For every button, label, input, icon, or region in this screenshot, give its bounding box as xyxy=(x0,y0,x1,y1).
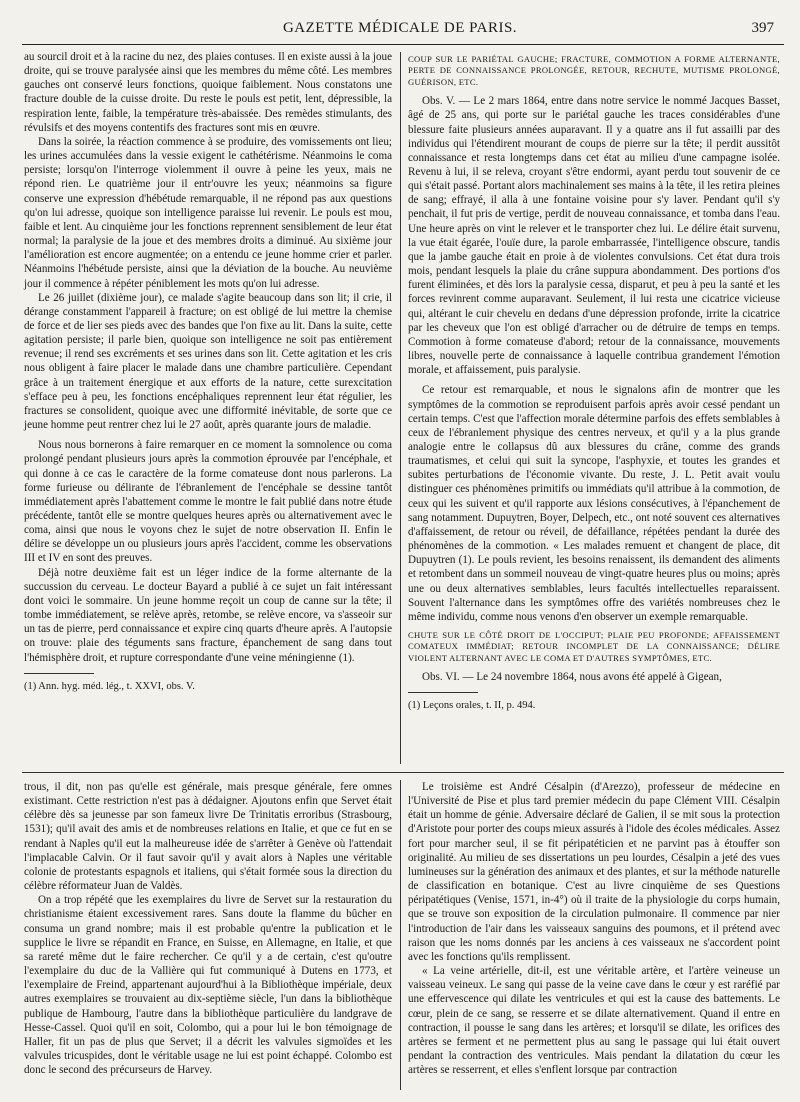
observation-heading: COUP SUR LE PARIÉTAL GAUCHE; FRACTURE, COMMOTION A FORME ALTERNANTE, PERTE DE CONNAISSANCE PROLONGÉE, RETOUR, RECHUTE, MUTISME PROLONGÉ, GUÉRISON, ETC. xyxy=(408,54,780,87)
observation-v: Obs. V. — Le 2 mars 1864, entre dans notre service le nommé Jacques Basset, âgé de 25 ans, qui porte sur le pariétal gauche les traces considérables d'une blessure faite plusieurs années auparavant. Il y a quatre ans il fut assailli par des individus qui l'étendirent mourant de coups de pierre sur la tête; il perdit aussitôt connaissance et resta longtemps dans cet état au milieu d'une campagne isolée. Revenu à lui, il se releva, croyant s'être endormi, ayant perdu tout souvenir de ce qui s'était passé. Portant alors machinalement ses mains à la tête, il les retira pleines de sang; effrayé, il alla à une fontaine voisine pour s'y laver. Pendant qu'il s'y penchait, il fut pris de vertige, perdit de nouveau connaissance, et tomba dans l'eau. Une heure après on vint le relever et le transporter chez lui. Le délire était survenu, la vue était égarée, l'ouïe dure, la parole embarrassée, l'intelligence obscure, tandis que la jambe gauche était en proie à de violentes convulsions. Cet état dura trois mois, pendant lesquels la plaie du crâne suppura abondamment. Des portions d'os furent éliminées, et dès lors la paralysie cessa, disparut, et peu à peu la santé et les forces revinrent comme auparavant. Seulement, il lui resta une cicatrice vicieuse qui, altérant le cuir chevelu en dedans d'une dépression profonde, irrite la cicatrice par les cheveux que l'on est obligé d'arracher ou de détruire de temps en temps. Commotion à forme comateuse d'abord; retour de la connaissance, mouvements libres, nouvelle perte de connaissance à laquelle contribua grandement l'émotion morale, et affaissement, puis paralysie. xyxy=(408,95,780,377)
paragraph: Nous nous bornerons à faire remarquer en ce moment la somnolence ou coma prolongé pendant plusieurs jours après la commotion éprouvée par l'encéphale, et qui donne à ce cas le caractère de la forme comateuse dont nous parlerons. La forme furieuse ou délirante de l'ébranlement de l'encéphale se dessine tantôt immédiatement après l'abattement comme le montre le fait publié dans notre étude précédente, tantôt elle se montre quelques heures après ou alternativement avec le coma, ainsi que nous le voyons chez le sujet de notre observation II. Enfin le délire se développe un ou plusieurs jours après l'accident, comme les observations III et IV en sont des preuves. xyxy=(24,439,392,565)
footnote-rule xyxy=(408,692,478,693)
column-divider xyxy=(400,52,401,764)
paragraph: Le troisième est André Césalpin (d'Arezzo), professeur de médecine en l'Université de Pise et plus tard premier médecin du pape Clément VIII. Césalpin était un homme de génie. Adversaire déclaré de Galien, il se mit sous la protection d'Aristote pour porter des coups mieux assurés à l'idole des écoles médicales. Assez fort pour marcher seul, il se fit péripatéticien et ne parvint pas à étouffer son originalité. Au milieu de ses dissertations un peu lourdes, Césalpin a jeté des vues lumineuses sur la génération des animaux et des plantes, et sur la méthode naturelle de classification en botanique. C'est au livre cinquième de ses Questions péripatétiques (Venise, 1571, in-4°) où il traite de la physiologie du corps humain, que se trouve son exposition de la circulation pulmonaire. Il commence par nier l'introduction de l'air dans les vaisseaux sanguins des poumons, et il prétend avec raison que les noms donnés par les anciens à ces vaisseaux ne s'accordent point avec les fonctions qu'ils remplissent. xyxy=(408,781,780,963)
header-rule xyxy=(22,44,784,45)
paragraph: « La veine artérielle, dit-il, est une véritable artère, et l'artère veineuse un vaisseau veineux. Le sang qui passe de la veine cave dans le cœur y est raréfié par une effervescence qui dilate les ventricules et qui est la cause des battements. Le cœur, plein de ce sang, se resserre et se dilate alternativement. Quand il entre en contraction, il pousse le sang dans les artères; et lorsqu'il se dilate, les orifices des artères se ferment et ne permettent plus au sang le passage qui lui était ouvert pendant la contraction des ventricules. Mais pendant la dilatation du cœur les artères se resserrent, et elles s'enflent lorsque par contraction xyxy=(408,965,780,1077)
paragraph: au sourcil droit et à la racine du nez, des plaies contuses. Il en existe aussi à la joue droite, qui se trouve paralysée ainsi que les membres du même côté. Les membres gauches ont conservé leurs fonctions, quoique faiblement. Nous constatons une fracture double de la cuisse droite. Du reste le pouls est petit, lent, dépressible, la respiration lente, faible, la température très-abaissée. Des remèdes stimulants, des révulsifs et des moyens contentifs des fractures sont mis en œuvre. xyxy=(24,51,392,134)
paragraph: trous, il dit, non pas qu'elle est générale, mais presque générale, fere omnes existimant. Cette restriction n'est pas à dédaigner. Ajoutons enfin que Servet était célèbre dès sa jeunesse par son fameux livre De Trinitatis erroribus (Strasbourg, 1531); qu'il avait des amis et de nombreuses relations en Italie, et que ce fut en se rendant à Naples qu'il eut la malheureuse idée de s'arrêter à Genève où l'attendait l'implacable Calvin. Or il faut savoir qu'il y avait alors à Naples une véritable colonie de protestants espagnols et italiens, qui s'était formée sous la direction du célèbre réformateur Juan de Valdès. xyxy=(24,781,392,893)
paragraph: Dans la soirée, la réaction commence à se produire, des vomissements ont lieu; les urines accumulées dans la vessie exigent le cathétérisme. Néanmoins le coma persiste; lorsqu'on l'interroge violemment il ouvre à peine les yeux, mais ne répond rien. Le quatrième jour il entr'ouvre les yeux; néanmoins sa figure conserve une expression d'hébétude remarquable, il ne répond pas aux questions qu'on lui adresse, quoique son intelligence paraisse lui revenir. Le pouls est mou, faible et lent. Au cinquième jour les fonctions reprennent sensiblement de leur état normal; la paralysie de la joue et des membres droits a diminué. Au sixième jour l'amélioration est encore augmentée; on a entendu ce jeune homme crier et parler. Néanmoins l'hébétude persiste, ainsi que la déviation de la bouche. Au neuvième jour il commence à répéter péniblement les mots qu'on lui adresse. xyxy=(24,135,392,290)
paragraph: Le 26 juillet (dixième jour), ce malade s'agite beaucoup dans son lit; il crie, il dérange constamment l'appareil à fracture; on est obligé de lui mettre la chemise de force et de lier ses pieds avec des bandes que l'on fixe au lit. Dans la suite, cette agitation persiste; il parle bien, quoique son intelligence ne soit pas entièrement revenue; il rend ses excréments et ses urines dans son lit. Cette agitation et les cris nous obligent à faire placer le malade dans une chambre particulière. Cependant grâce à un traitement énergique et aux efforts de la nature, cette surexcitation s'efface peu à peu, les fonctions encéphaliques reprennent leur état régulier, les fractures se consolident, quoique avec une difformité inévitable, de sorte que ce jeune homme peut rentrer chez lui le 27 août, après quarante jours de maladie. xyxy=(24,291,392,432)
paragraph: Déjà notre deuxième fait est un léger indice de la forme alternante de la succussion du cerveau. Le docteur Bayard a publié à ce sujet un fait intéressant dont voici le sommaire. Un jeune homme reçoit un coup de canne sur la tête; il tombe immédiatement, se relève après, retombe, se relève encore, va s'asseoir sur un tas de pierre, perd connaissance et expire cinq quarts d'heure après. A l'autopsie on trouve: plaie des téguments sans fracture, épanchement de sang dans tout l'hémisphère droit, et rupture correspondante d'une veine méningienne (1). xyxy=(24,566,392,664)
column-divider xyxy=(400,780,401,1090)
observation-vi: Obs. VI. — Le 24 novembre 1864, nous avons été appelé à Gigean, xyxy=(422,671,722,684)
column-bottom-right xyxy=(408,780,780,1077)
page-number: 397 xyxy=(751,20,774,36)
footnote: (1) Ann. hyg. méd. lég., t. XXVI, obs. V. xyxy=(24,680,195,692)
paragraph: On a trop répété que les exemplaires du livre de Servet sur la restauration du christianisme étaient excessivement rares. Sans doute la flamme du bûcher en consuma un grand nombre; mais il est probable qu'entre la publication et le supplice le livre se répandit en France, en Suisse, en Allemagne, en Italie, et que sa rareté même dut le faire rechercher. Ce qu'il y a de certain, c'est qu'outre l'exemplaire du duc de la Vallière qui fut communiqué à Dutens en 1773, et l'exemplaire de Freind, appartenant aujourd'hui à la Bibliothèque impériale, deux autres exemplaires se trouvaient au dix-septième siècle, l'un dans la bibliothèque publique de Hambourg, l'autre dans la bibliothèque particulière du landgrave de Hesse-Cassel. Quoi qu'il en soit, Colombo, qui a pour lui le bon témoignage de Haller, fit un pas de plus que Servet; il a décrit les valvules sigmoïdes et les valvules tricuspides, dont le véritable usage ne lui est point échappé. Colombo est donc le second des précurseurs de Harvey. xyxy=(24,894,392,1077)
footnote-rule xyxy=(24,673,94,674)
column-bottom-left xyxy=(24,780,392,1077)
footnote: (1) Leçons orales, t. II, p. 494. xyxy=(408,700,536,712)
journal-title: GAZETTE MÉDICALE DE PARIS. xyxy=(282,20,518,36)
column-top-left xyxy=(24,50,392,693)
observation-heading: CHUTE SUR LE CÔTÉ DROIT DE L'OCCIPUT; PLAIE PEU PROFONDE; AFFAISSEMENT COMATEUX IMMÉDIAT; RETOUR INCOMPLET DE LA CONNAISSANCE; DÉLIRE VIOLENT ALTERNANT AVEC LE COMA ET D'AUTRES SYMPTÔMES, ETC. xyxy=(408,630,780,663)
section-divider xyxy=(22,772,784,773)
paragraph: Ce retour est remarquable, et nous le signalons afin de montrer que les symptômes de la commotion se reproduisent parfois après avoir cessé pendant un certain temps. C'est que l'affection morale détermine parfois des effets semblables à ceux de l'ébranlement physique des centres nerveux, et qu'il y a la plus grande analogie entre le collapsus dû aux blessures du crâne, comme des grands traumatismes, et celui qui suit la syncope, l'asphyxie, et toutes les grandes et subites perturbations de l'économie vivante. Du reste, J. L. Petit avait voulu distinguer ces phénomènes primitifs ou immédiats qu'il attribue à la commotion, de ceux qui les suivent et qu'il rapporte aux lésions consécutives, à l'épanchement de sang notamment. Dupuytren, Boyer, Delpech, etc., ont noté souvent ces alternatives d'affaissement, de retour ou réveil, de défaillance, répétées pendant la durée des phénomènes de la commotion. « Les malades remuent et changent de place, dit Dupuytren (1). Le pouls revient, les besoins renaissent, ils demandent des aliments et retombent dans un sommeil nouveau de vingt-quatre heures plus ou moins; après une ou deux alternatives semblables, leurs facultés intellectuelles reparaissent. Souvent l'alternance dans les symptômes offre des variétés nombreuses chez le même individu, comme nous venons d'en observer un exemple remarquable. xyxy=(408,384,780,623)
column-top-right xyxy=(408,54,780,712)
page-header xyxy=(0,18,800,40)
